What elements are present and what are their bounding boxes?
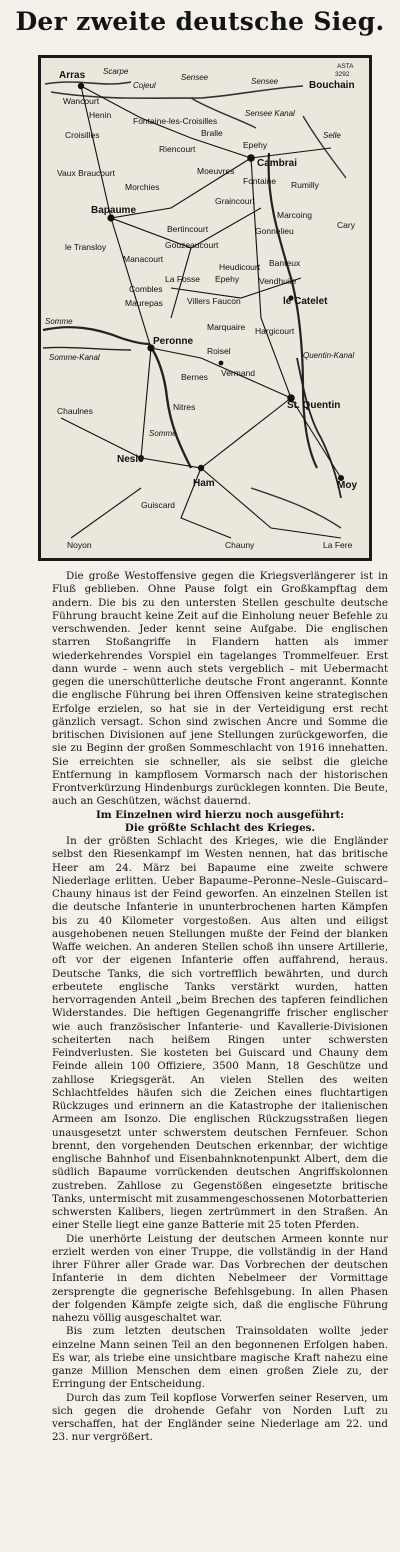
label-sensee-2: Sensee — [251, 77, 279, 86]
headline: Der zweite deutsche Sieg. — [15, 7, 385, 36]
label-peronne: Peronne — [153, 336, 194, 347]
label-moeuvres: Moeuvres — [197, 166, 235, 176]
label-henin: Henin — [89, 110, 112, 120]
label-bernes: Bernes — [181, 372, 208, 382]
label-graincourt: Graincourt — [215, 196, 255, 206]
label-epehy-s: Epehy — [215, 274, 240, 284]
label-villers-faucon: Villers Faucon — [187, 296, 241, 306]
label-somme-1: Somme — [45, 317, 73, 326]
label-nesle: Nesle — [117, 454, 144, 465]
label-arras: Arras — [59, 70, 86, 81]
label-vaux-braucourt: Vaux Braucourt — [57, 168, 115, 178]
label-chaulnes: Chaulnes — [57, 406, 93, 416]
label-scarpe: Scarpe — [103, 67, 129, 76]
label-heudicourt: Heudicourt — [219, 262, 261, 272]
label-manacourt: Manacourt — [123, 254, 164, 264]
paragraph-5: Durch das zum Teil kopflose Vorwerfen seiner Reserven, um sich gegen die drohende Gefahr von Norden Luft zu verschaffen, hat der Engländer seine Niederlage am 22. und 23. nur vergrößert. — [52, 1391, 388, 1444]
escaut-river — [269, 153, 317, 468]
label-somme-kanal: Somme-Kanal — [49, 353, 100, 362]
label-bertincourt: Bertincourt — [167, 224, 209, 234]
scarpe-river — [45, 82, 131, 84]
map-tag-1: ASTA — [337, 63, 354, 70]
label-sensee-kanal: Sensee Kanal — [245, 109, 295, 118]
label-vendhuile: Vendhuile — [259, 276, 297, 286]
label-le-transloy: le Transloy — [65, 242, 107, 252]
map-svg — [41, 58, 369, 558]
label-cambrai: Cambrai — [257, 158, 298, 169]
label-somme-2: Somme — [149, 429, 177, 438]
label-la-fosse: La Fosse — [165, 274, 200, 284]
label-maurepas: Maurepas — [125, 298, 163, 308]
paragraph-1: Die große Westoffensive gegen die Kriegsverlängerer ist in Fluß geblieben. Ohne Pause folgt ein Großkampftag dem andern. Die bis zu den untersten Stellen geschulte deutsche Führung braucht keine Zeit auf die Einholung neuer Befehle zu verschwenden. Jeder kennt seine Aufgabe. Die englischen starren Stoßangriffe in Flandern hatten als immer wiederkehrendes Vorspiel ein tagelanges Trommelfeuer. Erst dann wurde – wenn auch stets vergeblich – mit Uebermacht gegen die unerschütterliche deutsche Front angerannt. Konnte die englische Führung bei ihren Offensiven keine strategischen Erfolge erzielen, so hat sie in der Verteidigung erst recht gänzlich versagt. Schon sind zwischen Ancre und Somme die britischen Divisionen auf jene Stellungen zurückgeworfen, die sie zu Beginn der großen Sommeschlacht von 1916 innehatten. Sie erreichten sie schneller, als sie selbst die gleiche Entfernung in kampflosem Vormarsch nach der historischen Frontverkürzung Hindenburgs zurücklegen konnten. Die Beute, auch an Geschützen, wächst dauernd. — [52, 570, 388, 808]
label-bapaume: Bapaume — [91, 205, 137, 216]
label-guiscard: Guiscard — [141, 500, 176, 510]
label-rumilly: Rumilly — [291, 180, 319, 190]
label-la-fere: La Fere — [323, 540, 353, 550]
label-cary: Cary — [337, 220, 355, 230]
label-vermand: Vermand — [221, 368, 256, 378]
label-sensee-1: Sensee — [181, 73, 209, 82]
somme-river-west — [43, 327, 149, 344]
map-tag-2: 3292 — [335, 71, 350, 78]
selle-river — [303, 116, 346, 178]
paragraph-3: Die unerhörte Leistung der deutschen Armeen konnte nur erzielt werden von einer Truppe, die vollständig in der Hand ihrer Führer aller Grade war. Das Vorbrechen der deutschen Infanterie in dem dichten Nebelmeer der Vormittage zersprengte die gegnerische Befehlsgebung. In allen Phasen der folgenden Kämpfe zeigte sich, daß die englische Führung nahezu völlig ausgeschaltet war. — [52, 1232, 388, 1324]
paragraph-4: Bis zum letzten deutschen Trainsoldaten wollte jeder einzelne Mann seinen Teil an den begonnenen Erfolgen haben. Es war, als triebe eine unsichtbare magische Kraft nahezu eine ganze Million Menschen dem einen großen Ziele zu, der Erringung der Entscheidung. — [52, 1325, 388, 1391]
label-combles: Combles — [129, 284, 163, 294]
label-roisel: Roisel — [207, 346, 231, 356]
somme-canal — [43, 347, 131, 350]
label-gouzeaucourt: Gouzeaucourt — [165, 240, 219, 250]
label-fontaine-n: Fontaine — [243, 176, 277, 186]
subhead-title: Die größte Schlacht des Krieges. — [124, 821, 316, 834]
label-gonnelieu: Gonnelieu — [255, 226, 294, 236]
battle-map — [38, 55, 372, 561]
label-ham: Ham — [193, 478, 215, 489]
paragraph-2: In der größten Schlacht des Krieges, wie die Engländer selbst den Riesenkampf im Westen nennen, hat das britische Heer am 24. März bei Bapaume eine zweite schwere Niederlage erlitten. Ueber Bapaume–Peronne–Nesle–Guiscard–Chauny hinaus ist der Feind geworfen. An einzelnen Stellen ist die deutsche Infanterie in ununterbrochenen harten Kämpfen bis zu 40 Kilometer vorgestoßen. Aus alten und eiligst ausgehobenen neuen Stellungen mußte der Feind der blanken Waffe weichen. An anderen Stellen schoß ihn unsere Artillerie, oft vor der eigenen Infanterie offen auffahrend, heraus. Deutsche Tanks, die sich vortrefflich bewährten, und durch erbeutete englische Tanks verstärkt wurden, hatten hervorragenden Anteil „beim Brechen des tapferen feindlichen Widerstandes. Die heftigen Gegenangriffe frischer englischer wie auch französischer Infanterie- und Kavallerie-Divisionen scheiterten nach heißem Ringen unter schwersten Feindverlusten. Sie kosteten bei Guiscard und Chauny dem Feinde allein 100 Offiziere, 3500 Mann, 18 Geschütze und zahllose Kriegsgerät. An vielen Stellen des weiten Schlachtfeldes häufen sich die Zeichen eines fluchtartigen Rückzuges und erinnern an die Katastrophe der italienischen Armeen am Isonzo. Die englischen Rückzugsstraßen liegen unausgesetzt unter schwerstem deutschen Fernfeuer. Schon brennt, den vorgehenden Deutschen erkennbar, der wichtige englische Bahnhof und Eisenbahnknotenpunkt Albert, dem die südlich Bapaume vorrückenden deutschen Angriffskolonnen zustreben. Zahllose zu Gegenstößen eingesetzte britische Tanks, untermischt mit zusammengeschossenen Motorbatterien schwersten Kalibers, liegen zertrümmert in den Straßen. An einer Stelle liegt eine ganze Batterie mit 25 toten Pferden. — [52, 835, 388, 1232]
label-marcoing: Marcoing — [277, 210, 312, 220]
label-marquaire: Marquaire — [207, 322, 246, 332]
label-fontaine: Fontaine-les-Croisilles — [133, 116, 218, 126]
label-moy: Moy — [337, 480, 357, 491]
subhead-intro: Im Einzelnen wird hierzu noch ausgeführt: — [95, 808, 345, 821]
label-hargicourt: Hargicourt — [255, 326, 295, 336]
label-croisilles: Croisilles — [65, 130, 100, 140]
article-body — [52, 570, 388, 1445]
label-epehy: Epehy — [243, 140, 268, 150]
label-bouchain: Bouchain — [309, 80, 355, 91]
label-morchies: Morchies — [125, 182, 160, 192]
label-nitres: Nitres — [173, 402, 196, 412]
label-wancourt: Wancourt — [63, 96, 100, 106]
label-banteux: Banteux — [269, 258, 301, 268]
label-bralle: Bralle — [201, 128, 223, 138]
label-quentin-kanal: Quentin-Kanal — [303, 351, 355, 360]
label-riencourt: Riencourt — [159, 144, 196, 154]
label-noyon: Noyon — [67, 540, 92, 550]
label-chauny: Chauny — [225, 540, 255, 550]
label-le-catelet: le Catelet — [283, 296, 328, 307]
label-cojeul: Cojeul — [133, 81, 156, 90]
label-st-quentin: St. Quentin — [287, 400, 341, 411]
label-selle: Selle — [323, 131, 341, 140]
